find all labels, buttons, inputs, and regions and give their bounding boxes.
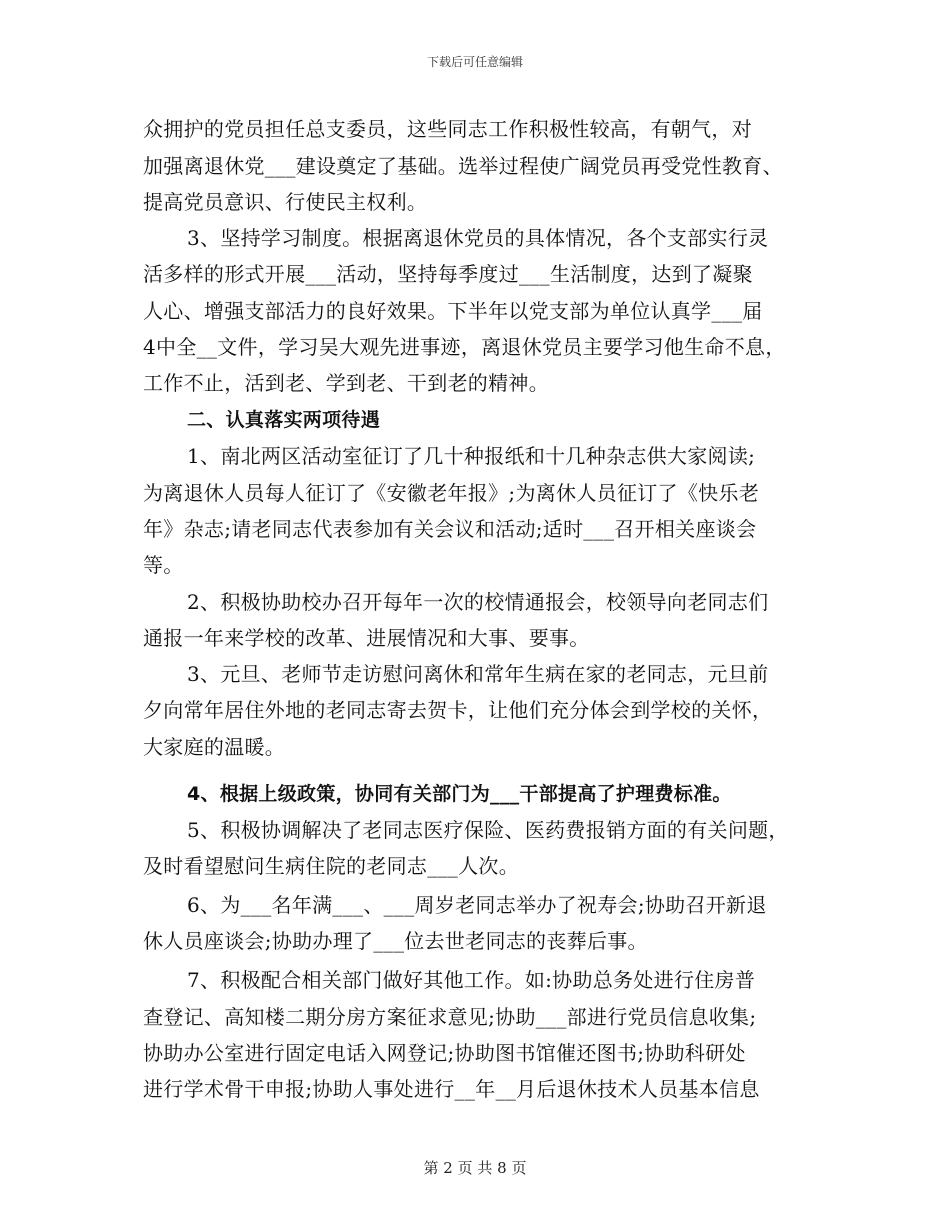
text-line: 工作不止，活到老、学到老、干到老的精神。 — [143, 371, 549, 395]
page-header: 下载后可任意编辑 — [426, 55, 523, 69]
text-line: 查登记、高知楼二期分房方案征求意见;协助___部进行党员信息收集; — [143, 1005, 757, 1029]
text-line: 3、元旦、老师节走访慰问离休和常年生病在家的老同志，元旦前 — [187, 662, 769, 686]
text-line: 5、积极协调解决了老同志医疗保险、医药费报销方面的有关问题， — [187, 818, 789, 842]
text-line: 年》杂志;请老同志代表参加有关会议和活动;适时___召开相关座谈会 — [143, 517, 757, 541]
text-line: 进行学术骨干申报;协助人事处进行__年__月后退休技术人员基本信息 — [143, 1077, 760, 1101]
page-footer: 第 2 页 共 8 页 — [423, 1159, 527, 1177]
text-line: 为离退休人员每人征订了《安徽老年报》;为离休人员征订了《快乐老 — [143, 481, 760, 505]
text-line: 大家庭的温暖。 — [143, 735, 286, 759]
text-line: 等。 — [143, 553, 184, 577]
text-line: 协助办公室进行固定电话入网登记;协助图书馆催还图书;协助科研处 — [143, 1041, 746, 1065]
text-line: 加强离退休党___建设奠定了基础。选举过程使广阔党员再受党性教育、 — [143, 154, 783, 178]
text-line: 活多样的形式开展___活动，坚持每季度过___生活制度，达到了凝聚 — [143, 262, 753, 286]
text-line: 1、南北两区活动室征订了几十种报纸和十几种杂志供大家阅读; — [187, 444, 756, 468]
text-line: 7、积极配合相关部门做好其他工作。如:协助总务处进行住房普 — [187, 968, 756, 992]
text-line: 3、坚持学习制度。根据离退休党员的具体情况，各个支部实行灵 — [187, 226, 769, 250]
text-line: 通报一年来学校的改革、进展情况和大事、要事。 — [143, 626, 590, 650]
bold-paragraph: 4、根据上级政策，协同有关部门为___干部提高了护理费标准。 — [187, 783, 732, 805]
text-line: 4中全__文件，学习吴大观先进事迹，离退休党员主要学习他生命不息， — [143, 335, 786, 359]
text-line: 6、为___名年满___、___周岁老同志举办了祝寿会;协助召开新退 — [187, 893, 767, 917]
text-line: 2、积极协助校办召开每年一次的校情通报会，校领导向老同志们 — [187, 590, 769, 614]
text-line: 夕向常年居住外地的老同志寄去贺卡，让他们充分体会到学校的关怀， — [143, 698, 773, 722]
text-line: 提高党员意识、行使民主权利。 — [143, 190, 428, 214]
text-line: 休人员座谈会;协助办理了___位去世老同志的丧葬后事。 — [143, 929, 648, 953]
section-heading: 二、认真落实两项待遇 — [187, 409, 381, 431]
text-line: 及时看望慰问生病住院的老同志___人次。 — [143, 854, 519, 878]
text-line: 众拥护的党员担任总支委员，这些同志工作积极性较高，有朝气，对 — [143, 117, 752, 141]
text-line: 人心、增强支部活力的良好效果。下半年以党支部为单位认真学___届 — [143, 299, 763, 323]
